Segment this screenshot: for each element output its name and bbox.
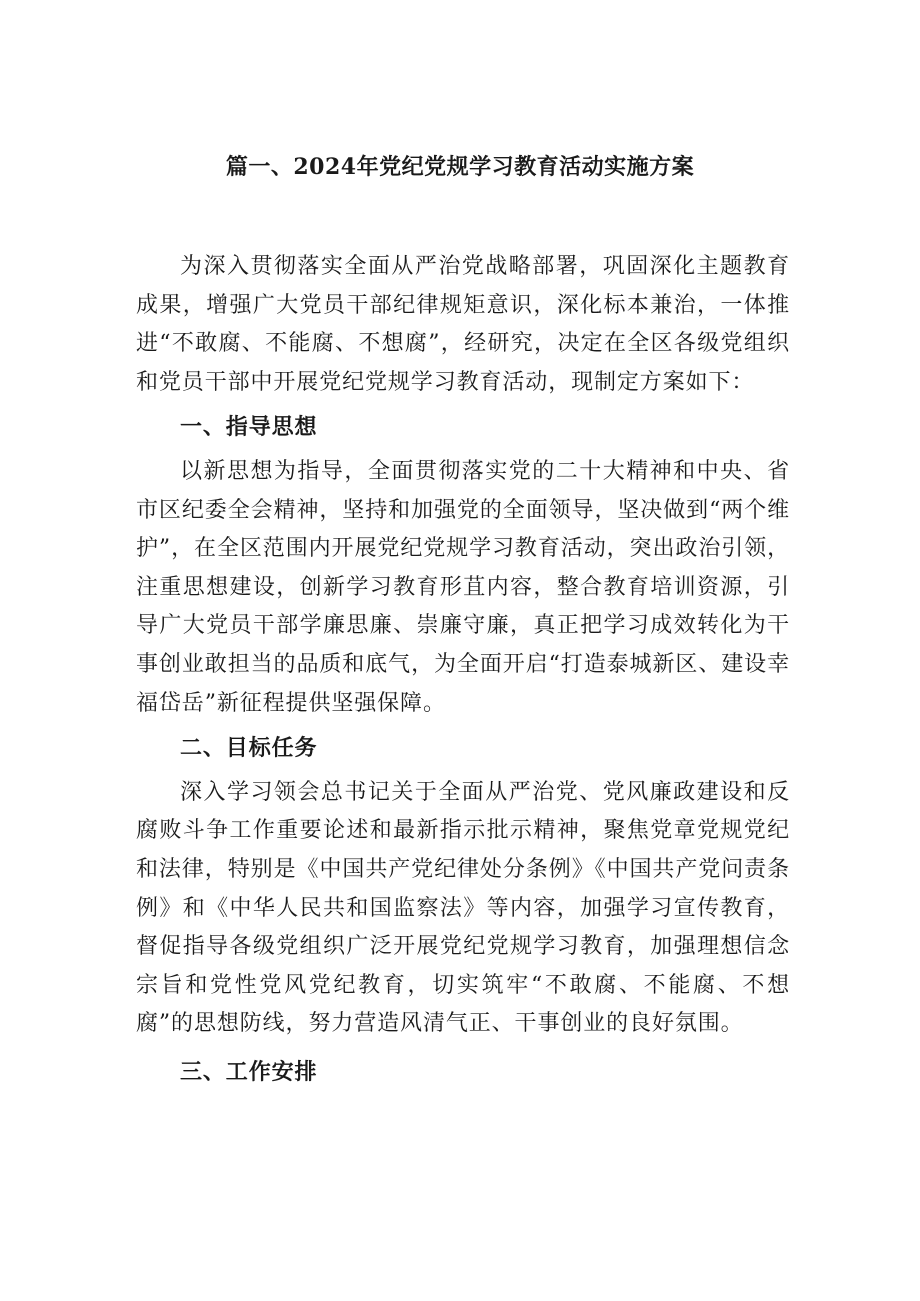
section-heading-guiding-ideology: 一、指导思想 (180, 414, 318, 441)
section-heading-goals-tasks: 二、目标任务 (180, 735, 318, 762)
section-paragraph-guiding-ideology: 以新思想为指导，全面贯彻落实党的二十大精神和中央、省市区纪委全会精神，坚持和加强党的全面领导，坚决做到“两个维护”，在全区范围内开展党纪党规学习教育活动，突出政治引领，注重思想建设，创新学习教育形苴内容，整合教育培训资源，引导广大党员干部学廉思廉、崇廉守廉，真正把学习成效转化为干事创业敢担当的品质和底气，为全面开启“打造泰城新区、建设幸福岱岳”新征程提供坚强保障。 (136, 458, 790, 716)
document-body (136, 248, 790, 1091)
document-title: 篇一、2024年党纪党规学习教育活动实施方案 (225, 154, 695, 180)
section-heading-work-arrangement: 三、工作安排 (180, 1058, 318, 1085)
section-paragraph-goals-tasks: 深入学习领会总书记关于全面从严治党、党风廉政建设和反腐败斗争工作重要论述和最新指示批示精神，聚焦党章党规党纪和法律，特别是《中国共产党纪律处分条例》《中国共产党问责条例》和《中华人民共和国监察法》等内容，加强学习宣传教育，督促指导各级党组织广泛开展党纪党规学习教育，加强理想信念宗旨和党性党风党纪教育，切实筑牢“不敢腐、不能腐、不想腐”的思想防线，努力营造风清气正、干事创业的良好氛围。 (136, 779, 790, 1037)
intro-paragraph: 为深入贯彻落实全面从严治党战略部署，巩固深化主题教育成果，增强广大党员干部纪律规矩意识，深化标本兼治，一体推进“不敢腐、不能腐、不想腐”，经研究，决定在全区各级党组织和党员干部中开展党纪党规学习教育活动，现制定方案如下： (136, 254, 790, 395)
